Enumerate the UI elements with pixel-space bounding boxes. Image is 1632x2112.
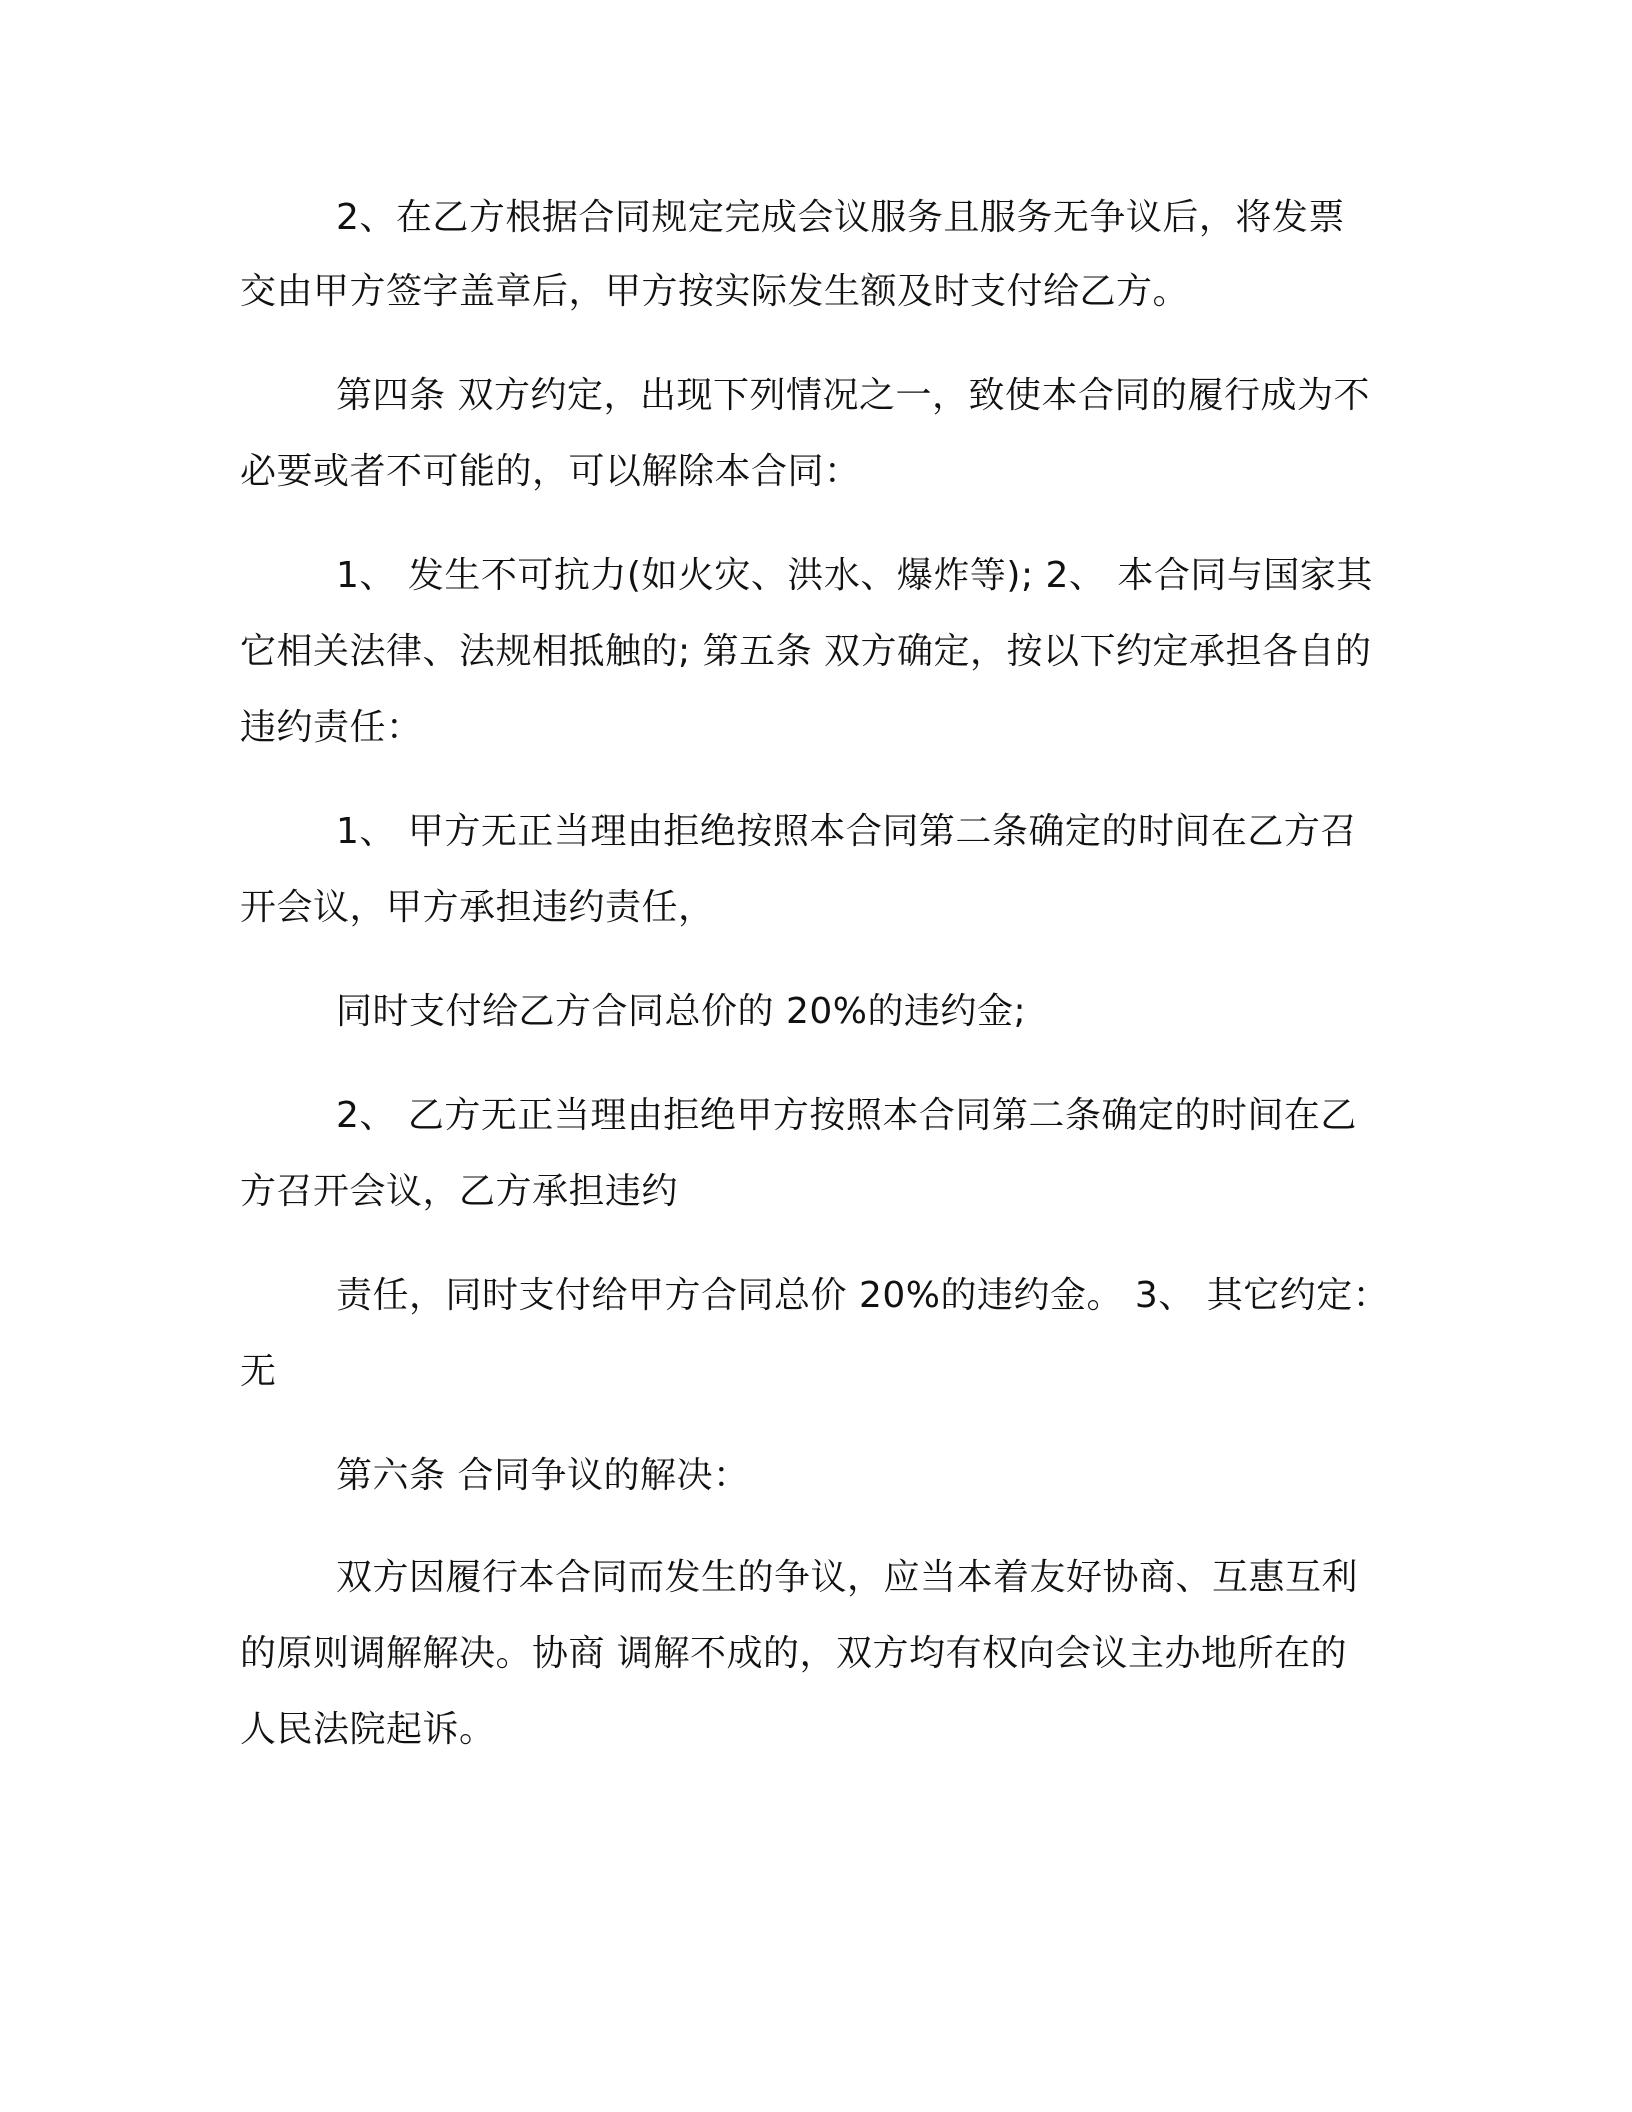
paragraph-1-line-1: 2、在乙方根据合同规定完成会议服务且服务无争议后，将发票 <box>336 197 1345 238</box>
paragraph-6-line-2: 方召开会议，乙方承担违约 <box>240 1171 679 1212</box>
paragraph-2-line-1: 第四条 双方约定，出现下列情况之一，致使本合同的履行成为不 <box>336 375 1370 416</box>
paragraph-3-line-2: 它相关法律、法规相抵触的; 第五条 双方确定，按以下约定承担各自的 <box>240 631 1372 672</box>
paragraph-7-line-1: 责任，同时支付给甲方合同总价 20%的违约金。 3、 其它约定： <box>336 1275 1390 1316</box>
paragraph-6-line-1: 2、 乙方无正当理由拒绝甲方按照本合同第二条确定的时间在乙 <box>336 1095 1357 1136</box>
paragraph-3-line-3: 违约责任： <box>240 707 423 748</box>
paragraph-4-line-1: 1、 甲方无正当理由拒绝按照本合同第二条确定的时间在乙方召 <box>336 811 1357 852</box>
paragraph-1-line-2: 交由甲方签字盖章后，甲方按实际发生额及时支付给乙方。 <box>240 271 1190 312</box>
paragraph-2-line-2: 必要或者不可能的，可以解除本合同： <box>240 451 861 492</box>
paragraph-4-line-2: 开会议，甲方承担违约责任， <box>240 887 715 928</box>
paragraph-5-line-1: 同时支付给乙方合同总价的 20%的违约金; <box>336 991 1027 1032</box>
paragraph-8-line-1: 第六条 合同争议的解决： <box>336 1455 750 1496</box>
paragraph-9-line-2: 的原则调解解决。协商 调解不成的，双方均有权向会议主办地所在的 <box>240 1633 1347 1674</box>
paragraph-9-line-3: 人民法院起诉。 <box>240 1709 496 1750</box>
paragraph-9-line-1: 双方因履行本合同而发生的争议，应当本着友好协商、互惠互利 <box>336 1557 1359 1598</box>
paragraph-3-line-1: 1、 发生不可抗力(如火灾、洪水、爆炸等); 2、 本合同与国家其 <box>336 555 1373 596</box>
paragraph-7-line-2: 无 <box>240 1351 277 1392</box>
